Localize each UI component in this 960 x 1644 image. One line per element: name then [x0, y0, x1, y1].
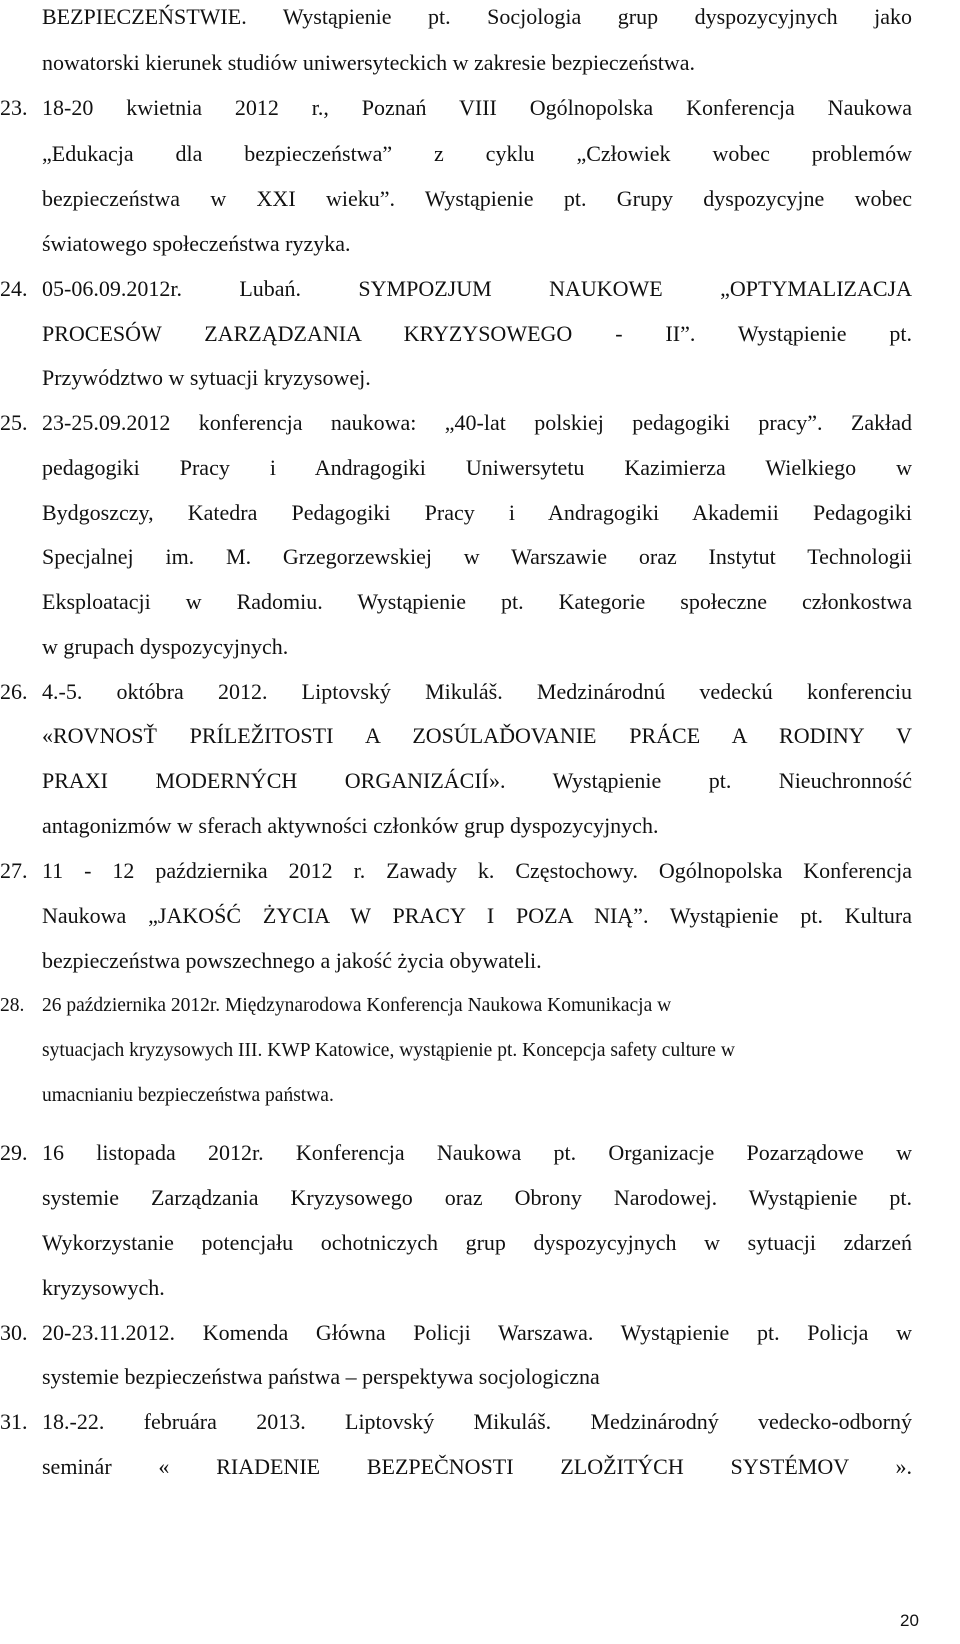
text-line: Bydgoszczy, Katedra Pedagogiki Pracy i Andragogiki Akademii Pedagogiki — [42, 500, 912, 525]
text-line: pedagogiki Pracy i Andragogiki Uniwersytetu Kazimierza Wielkiego w — [42, 455, 912, 480]
text-line: 4.-5. októbra 2012. Liptovský Mikuláš. Medzinárodnú vedeckú konferenciu — [42, 679, 912, 704]
page-number: 20 — [900, 1611, 919, 1630]
text-line: BEZPIECZEŃSTWIE. Wystąpienie pt. Socjologia grup dyspozycyjnych jako — [42, 4, 912, 29]
text-line: 26 października 2012r. Międzynarodowa Konferencja Naukowa Komunikacja w — [42, 995, 672, 1016]
text-line: sytuacjach kryzysowych III. KWP Katowice, wystąpienie pt. Koncepcja safety culture w — [42, 1040, 735, 1061]
text-line: «ROVNOSŤ PRÍLEŽITOSTI A ZOSÚLAĎOVANIE PRÁCE A RODINY V — [42, 723, 912, 748]
text-line: Eksploatacji w Radomiu. Wystąpienie pt. Kategorie społeczne członkostwa — [42, 589, 912, 614]
list-item-number: 24. — [0, 276, 28, 301]
text-line: Naukowa „JAKOŚĆ ŻYCIA W PRACY I POZA NIĄ”. Wystąpienie pt. Kultura — [42, 903, 912, 928]
text-line: seminár « RIADENIE BEZPEČNOSTI ZLOŽITÝCH SYSTÉMOV ». — [42, 1454, 912, 1479]
text-line: 18.-22. februára 2013. Liptovský Mikuláš. Medzinárodný vedecko-odborný — [42, 1409, 912, 1434]
text-line: nowatorski kierunek studiów uniwersyteckich w zakresie bezpieczeństwa. — [42, 50, 696, 75]
list-item-number: 29. — [0, 1140, 28, 1165]
text-line: kryzysowych. — [42, 1275, 165, 1300]
text-line: światowego społeczeństwa ryzyka. — [42, 231, 351, 256]
text-line: 11 - 12 października 2012 r. Zawady k. Częstochowy. Ogólnopolska Konferencja — [42, 858, 912, 883]
text-line: PROCESÓW ZARZĄDZANIA KRYZYSOWEGO - II”. Wystąpienie pt. — [42, 321, 912, 346]
text-line: „Edukacja dla bezpieczeństwa” z cyklu „Człowiek wobec problemów — [42, 141, 912, 166]
text-line: systemie Zarządzania Kryzysowego oraz Obrony Narodowej. Wystąpienie pt. — [42, 1185, 912, 1210]
text-line: 18-20 kwietnia 2012 r., Poznań VIII Ogólnopolska Konferencja Naukowa — [42, 95, 912, 120]
list-item-number: 25. — [0, 410, 28, 435]
text-line: bezpieczeństwa w XXI wieku”. Wystąpienie pt. Grupy dyspozycyjne wobec — [42, 186, 912, 211]
list-item-number: 30. — [0, 1320, 28, 1345]
text-line: Specjalnej im. M. Grzegorzewskiej w Warszawie oraz Instytut Technologii — [42, 544, 912, 569]
text-line: Wykorzystanie potencjału ochotniczych grup dyspozycyjnych w sytuacji zdarzeń — [42, 1230, 912, 1255]
list-item-number: 28. — [0, 995, 25, 1016]
text-line: w grupach dyspozycyjnych. — [42, 634, 289, 659]
text-line: 20-23.11.2012. Komenda Główna Policji Warszawa. Wystąpienie pt. Policja w — [42, 1320, 912, 1345]
list-item-number: 26. — [0, 679, 28, 704]
list-item-number: 23. — [0, 95, 28, 120]
text-line: 05-06.09.2012r. Lubań. SYMPOZJUM NAUKOWE „OPTYMALIZACJA — [42, 276, 912, 301]
list-item-number: 31. — [0, 1409, 28, 1434]
text-line: systemie bezpieczeństwa państwa – perspektywa socjologiczna — [42, 1364, 600, 1389]
text-line: 16 listopada 2012r. Konferencja Naukowa pt. Organizacje Pozarządowe w — [42, 1140, 912, 1165]
text-line: umacnianiu bezpieczeństwa państwa. — [42, 1085, 334, 1106]
text-line: PRAXI MODERNÝCH ORGANIZÁCIÍ». Wystąpienie pt. Nieuchronność — [42, 768, 912, 793]
text-line: 23-25.09.2012 konferencja naukowa: „40-lat polskiej pedagogiki pracy”. Zakład — [42, 410, 912, 435]
text-line: bezpieczeństwa powszechnego a jakość życia obywateli. — [42, 948, 542, 973]
list-item-number: 27. — [0, 858, 28, 883]
text-line: Przywództwo w sytuacji kryzysowej. — [42, 365, 371, 390]
text-line: antagonizmów w sferach aktywności członków grup dyspozycyjnych. — [42, 813, 659, 838]
